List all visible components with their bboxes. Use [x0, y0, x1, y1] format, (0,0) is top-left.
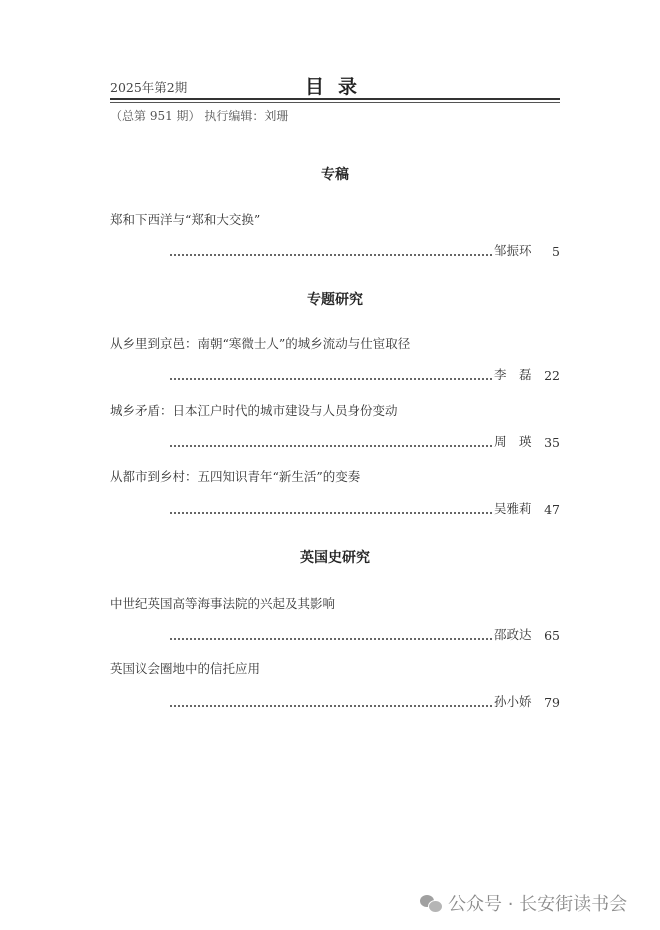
article-page: 35: [544, 435, 560, 450]
issue-meta: （总第 951 期） 执行编辑：刘珊: [110, 109, 289, 123]
dot-leader: [170, 445, 492, 447]
article-title: 从都市到乡村：五四知识青年“新生活”的变奏: [110, 469, 361, 484]
article-author: 孙小娇: [494, 694, 532, 709]
dot-leader: [170, 254, 492, 256]
article-page: 22: [544, 368, 560, 383]
page-title: 目录: [305, 76, 372, 98]
watermark-text: 公众号 · 长安街读书会: [448, 894, 628, 915]
section-heading: 专稿: [321, 167, 349, 183]
toc-entry-line: [170, 243, 560, 259]
article-page: 79: [544, 695, 560, 710]
watermark: [420, 890, 627, 916]
article-page: 47: [544, 502, 560, 517]
article-page: 65: [544, 628, 560, 643]
header-rule-thick: [110, 98, 560, 100]
toc-entry-line: [170, 367, 560, 383]
dot-leader: [170, 512, 492, 514]
article-author: 李 磊: [494, 367, 532, 382]
header-rule-thin: [110, 102, 560, 103]
article-page: 5: [552, 244, 560, 259]
article-title: 郑和下西洋与“郑和大交换”: [110, 212, 261, 227]
article-author: 邹振环: [494, 243, 532, 258]
article-author: 周 瑛: [494, 434, 532, 449]
section-heading: 英国史研究: [300, 550, 370, 566]
article-author: 吴雅莉: [494, 501, 532, 516]
issue-label: 2025年第2期: [110, 80, 188, 95]
article-title: 英国议会圈地中的信托应用: [110, 661, 261, 676]
section-heading: 专题研究: [307, 292, 363, 308]
article-title: 城乡矛盾：日本江户时代的城市建设与人员身份变动: [110, 403, 398, 418]
dot-leader: [170, 638, 492, 640]
toc-entry-line: [170, 627, 560, 643]
article-title: 从乡里到京邑：南朝“寒微士人”的城乡流动与仕宦取径: [110, 336, 411, 351]
dot-leader: [170, 705, 492, 707]
dot-leader: [170, 378, 492, 380]
toc-entry-line: [170, 434, 560, 450]
toc-entry-line: [170, 694, 560, 710]
wechat-icon: [420, 894, 442, 912]
article-author: 邵政达: [494, 627, 532, 642]
article-title: 中世纪英国高等海事法院的兴起及其影响: [110, 596, 336, 611]
toc-entry-line: [170, 501, 560, 517]
